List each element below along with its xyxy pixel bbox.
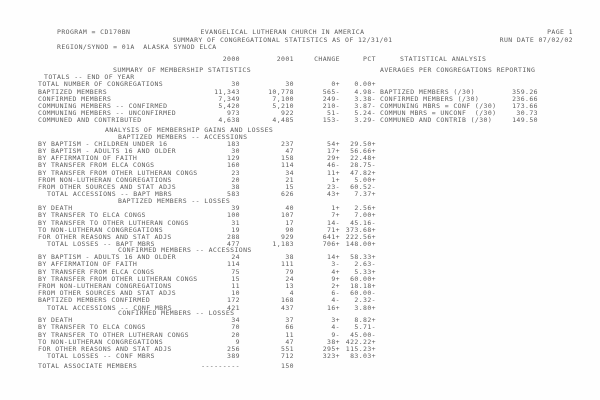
average-label: COMMUNED AND CONTRIB (/30) [380,116,493,125]
value-pct: 222.56+ [345,232,376,241]
value-change: 1+ [331,204,340,213]
value-change: 7+ [331,211,340,220]
value-2001: 114 [281,161,294,170]
baptized-losses-rows [38,205,380,248]
value-2000: 23 [231,168,240,177]
confirmed-accessions-rows [38,254,380,312]
value-2001: 38 [285,253,294,262]
row-label: BY TRANSFER TO OTHER LUTHERAN CONGS [38,330,189,339]
value-2001: 158 [281,154,294,163]
value-pct: 8.82+ [354,316,376,325]
value-2000: 20 [231,330,240,339]
value-change: 3+ [331,316,340,325]
value-pct: 83.03+ [350,352,376,361]
value-pct: 56.66+ [350,147,376,156]
value-2001: 10,778 [268,87,294,96]
row-label: TOTAL LOSSES -- BAPT MBRS [47,240,155,249]
value-pct: 115.23+ [345,344,376,353]
value-change: 706+ [322,240,340,249]
value-change: 9+ [331,274,340,283]
baptized-accessions-rows [38,141,380,199]
report-title: SUMMARY OF CONGREGATIONAL STATISTICS AS OF 12/31/01 [172,35,393,44]
value-2000: 75 [231,267,240,276]
value-2000: 39 [231,204,240,213]
value-2000: 160 [227,161,240,170]
program-id: PROGRAM = CD170BN [57,28,131,36]
value-2000: 30 [231,80,240,89]
row-label: CONFIRMED MEMBERS [38,94,112,103]
subsection-heading: TOTALS -- END OF YEAR [44,73,135,82]
row-label: BY TRANSFER FROM ELCA CONGS [38,161,155,170]
value-pct: 2.63- [354,260,376,269]
value-change: 295+ [322,344,340,353]
value-2001: 929 [281,232,294,241]
value-pct: 28.75- [350,161,376,170]
value-2001: 30 [285,80,294,89]
row-label: BY DEATH [38,204,73,213]
summary-rows [38,81,380,124]
value-change: 4- [331,323,340,332]
value-pct: 2.56+ [354,204,376,213]
value-2000: 10 [231,289,240,298]
row-label: BY BAPTISM - ADULTS 16 AND OLDER [38,253,177,262]
run-date: RUN DATE 07/02/02 [499,35,573,44]
value-2001: 107 [281,211,294,220]
average-label: CONFIRMED MEMBERS (/30) [380,94,480,103]
section-membership-summary [38,67,380,125]
value-pct: 45.00- [350,330,376,339]
value-pct [340,363,376,370]
value-2001: 17 [285,218,294,227]
value-2001: 47 [285,337,294,346]
column-header-2001: 2001 [276,55,294,63]
value-2000: 20 [231,175,240,184]
row-label: BY TRANSFER FROM OTHER LUTHERAN CONGS [38,274,198,283]
value-change: 29+ [327,154,340,163]
column-header-pct: PCT [363,55,376,63]
value-pct: 5.00+ [354,175,376,184]
row-label: COMMUNING MEMBERS -- CONFIRMED [38,101,168,110]
value-2001: 437 [281,303,294,312]
row-label: FROM NON-LUTHERAN CONGREGATIONS [38,281,172,290]
value-2001: 24 [285,274,294,283]
value-change: 23- [327,183,340,191]
column-header-statistical-analysis: STATISTICAL ANALYSIS [400,55,487,63]
row-label: FOR OTHER REASONS AND STAT ADJS [38,232,172,241]
associate-members-rows [38,363,380,370]
value-2001: 7,100 [272,94,294,103]
value-pct: 22.48+ [350,154,376,163]
value-2001: 40 [285,204,294,213]
panel-spacer [380,74,538,88]
average-row [380,117,538,124]
value-2001: 79 [285,267,294,276]
value-2001: 4,485 [272,116,294,125]
section-confirmed-accessions [38,247,380,312]
value-pct: 60.52- [350,183,376,191]
value-change: 249- [322,94,340,103]
row-label: COMMUNING MEMBERS -- UNCONFIRMED [38,109,177,118]
value-pct: 422.22+ [345,337,376,346]
report-row [38,363,380,370]
value-change: 46- [327,161,340,170]
value-2000: 31 [231,218,240,227]
row-label: FROM NON-LUTHERAN CONGREGATIONS [38,175,172,184]
value-2000: 30 [231,147,240,156]
value-2001: 111 [281,260,294,269]
value-pct: 7.37+ [354,190,376,199]
value-pct: 4.98- [354,87,376,96]
value-change [294,363,340,370]
row-label: TOTAL LOSSES -- CONF MBRS [47,352,155,361]
value-2000: 34 [231,316,240,325]
report-row [38,353,380,360]
value-2001: 626 [281,190,294,199]
row-label: TOTAL ASSOCIATE MEMBERS [38,362,138,370]
row-label: TOTAL ACCESSIONS -- CONF MBRS [47,303,173,312]
value-pct: 29.50+ [350,139,376,148]
region-synod: REGION/SYNOD = 01A ALASKA SYNOD ELCA [57,43,217,51]
subsection-heading: BAPTIZED MEMBERS -- ACCESSIONS [118,132,248,141]
value-2001: 712 [281,352,294,361]
value-2001: 551 [281,344,294,353]
organization-title: EVANGELICAL LUTHERAN CHURCH IN AMERICA [200,28,365,36]
value-pct: 3.87- [354,101,376,110]
value-change: 43+ [327,190,340,199]
value-change: 54+ [327,139,340,148]
row-label: BY AFFIRMATION OF FAITH [38,260,138,269]
value-change: 14+ [327,253,340,262]
value-pct: 58.33+ [350,253,376,262]
value-2001: 922 [281,109,294,118]
value-pct: 3.80+ [354,303,376,312]
value-2001: 34 [285,168,294,177]
value-2000: 421 [227,303,240,312]
value-pct: 0.00+ [354,80,376,89]
column-header-spacer [38,56,200,63]
average-value: 149.50 [512,116,538,125]
average-label: COMMUN MBRS = UNCONF (/30) [380,109,497,118]
value-2000: 5,420 [218,101,240,110]
value-change: 323+ [322,352,340,361]
row-label: FROM OTHER SOURCES AND STAT ADJS [38,289,177,298]
subsection-heading: BAPTIZED MEMBERS -- LOSSES [118,197,231,205]
row-label: FROM OTHER SOURCES AND STAT ADJS [38,183,177,191]
section-heading: SUMMARY OF MEMBERSHIP STATISTICS [113,66,252,74]
value-pct: 2.32- [354,296,376,305]
row-label: BY AFFIRMATION OF FAITH [38,154,138,163]
value-change: 565- [322,87,340,96]
value-2000: 100 [227,211,240,220]
subsection-heading: CONFIRMED MEMBERS -- ACCESSIONS [118,246,252,254]
value-pct: 3.38- [354,94,376,103]
value-2001: 37 [285,316,294,325]
value-change: 1+ [331,175,340,184]
row-label: BAPTIZED MEMBERS CONFIRMED [38,296,151,305]
value-2000: 477 [227,240,240,249]
row-label: BY TRANSFER FROM ELCA CONGS [38,267,155,276]
value-2000: 183 [227,139,240,148]
row-label: BY BAPTISM - ADULTS 16 AND OLDER [38,147,177,156]
value-pct: 148.00+ [345,240,376,249]
value-pct: 18.18+ [350,281,376,290]
row-label: BAPTIZED MEMBERS [38,87,108,96]
column-header-2000: 2000 [222,55,240,63]
value-2001: 13 [285,281,294,290]
value-2000: 172 [227,296,240,305]
value-2000: 70 [231,323,240,332]
value-2000: 19 [231,225,240,234]
analysis-heading: ANALYSIS OF MEMBERSHIP GAINS AND LOSSES [105,125,274,134]
value-2001: 5,210 [272,101,294,110]
value-2000: 9 [235,337,240,346]
row-label: TO NON-LUTHERAN CONGREGATIONS [38,337,164,346]
value-2001: 90 [285,225,294,234]
value-change: 210- [322,101,340,110]
section-associate-members [38,363,380,370]
value-2000: 15 [231,274,240,283]
value-2001: 11 [285,330,294,339]
value-change: 11+ [327,168,340,177]
row-label: COMMUNED AND CONTRIBUTED [38,116,142,125]
value-pct: 3.29- [354,116,376,125]
value-2001: 168 [281,296,294,305]
analysis-rows [380,89,538,125]
average-value: 236.66 [512,94,538,103]
value-pct: 5.33+ [354,267,376,276]
value-change: 51- [327,109,340,118]
row-label: TOTAL NUMBER OF CONGREGATIONS [38,80,164,89]
value-2000: 24 [231,253,240,262]
value-change: 4+ [331,267,340,276]
value-2000: 114 [227,260,240,269]
value-2001: 21 [285,175,294,184]
value-2000: 288 [227,232,240,241]
average-label: COMMUNING MBRS = CONF (/30) [380,101,497,110]
value-change: 71+ [327,225,340,234]
value-2001: 15 [285,183,294,191]
row-label: BY DEATH [38,316,73,325]
value-pct: 5.71- [354,323,376,332]
page-number: PAGE 1 [547,28,573,36]
value-change: 153- [322,116,340,125]
value-change: 17+ [327,147,340,156]
value-pct: 5.24- [354,109,376,118]
value-2000: 4,638 [218,116,240,125]
value-pct: 60.00+ [350,274,376,283]
row-label: TOTAL ACCESSIONS -- BAPT MBRS [47,190,173,199]
value-change: 6- [331,289,340,298]
average-label: BAPTIZED MEMBERS (/30) [380,87,475,96]
column-header-change: CHANGE [314,55,340,63]
row-label: BY TRANSFER TO ELCA CONGS [38,211,146,220]
value-pct: 47.82+ [350,168,376,177]
value-pct: 7.00+ [354,211,376,220]
value-2000: 583 [227,190,240,199]
confirmed-losses-rows [38,317,380,360]
value-2001: 4 [289,289,294,298]
value-2000: 11,343 [214,87,240,96]
value-2000: 389 [227,352,240,361]
value-pct: 373.68+ [345,225,376,234]
panel-statistical-analysis [380,67,538,125]
value-pct: 45.16- [350,218,376,227]
section-baptized-accessions [38,127,380,199]
row-label: BY BAPTISM - CHILDREN UNDER 16 [38,139,168,148]
value-2001: 1,183 [272,240,294,249]
row-label: FOR OTHER REASONS AND STAT ADJS [38,344,172,353]
value-2001: 150 [281,362,294,370]
value-2001: 237 [281,139,294,148]
value-2000: 11 [231,281,240,290]
value-2000: 129 [227,154,240,163]
average-value: 30.73 [516,109,538,118]
row-label: BY TRANSFER TO OTHER LUTHERAN CONGS [38,218,189,227]
report-row [38,117,380,124]
value-change: 4- [331,296,340,305]
row-label: TO NON-LUTHERAN CONGREGATIONS [38,225,164,234]
value-change: 9- [331,330,340,339]
value-pct: 60.00- [350,289,376,298]
value-2001: 47 [285,147,294,156]
value-2000: 38 [231,183,240,191]
value-2000: 7,349 [218,94,240,103]
value-2001: 66 [285,323,294,332]
value-2000: 256 [227,344,240,353]
value-change: 0+ [331,80,340,89]
section-baptized-losses [38,198,380,248]
panel-heading: AVERAGES PER CONGREGATIONS REPORTING [380,66,536,74]
average-value: 359.26 [512,87,538,96]
value-change: 3- [331,260,340,269]
row-label: BY TRANSFER FROM OTHER LUTHERAN CONGS [38,168,198,177]
value-2000: --------- [201,362,240,370]
value-change: 38+ [327,337,340,346]
average-value: 173.66 [512,101,538,110]
subsection-heading: CONFIRMED MEMBERS -- LOSSES [118,309,235,317]
column-header-row [38,56,380,63]
value-change: 14- [327,218,340,227]
value-change: 641+ [322,232,340,241]
value-change: 2+ [331,281,340,290]
row-label: BY TRANSFER TO ELCA CONGS [38,323,146,332]
section-confirmed-losses [38,310,380,360]
value-2000: 973 [227,109,240,118]
value-change: 16+ [327,303,340,312]
